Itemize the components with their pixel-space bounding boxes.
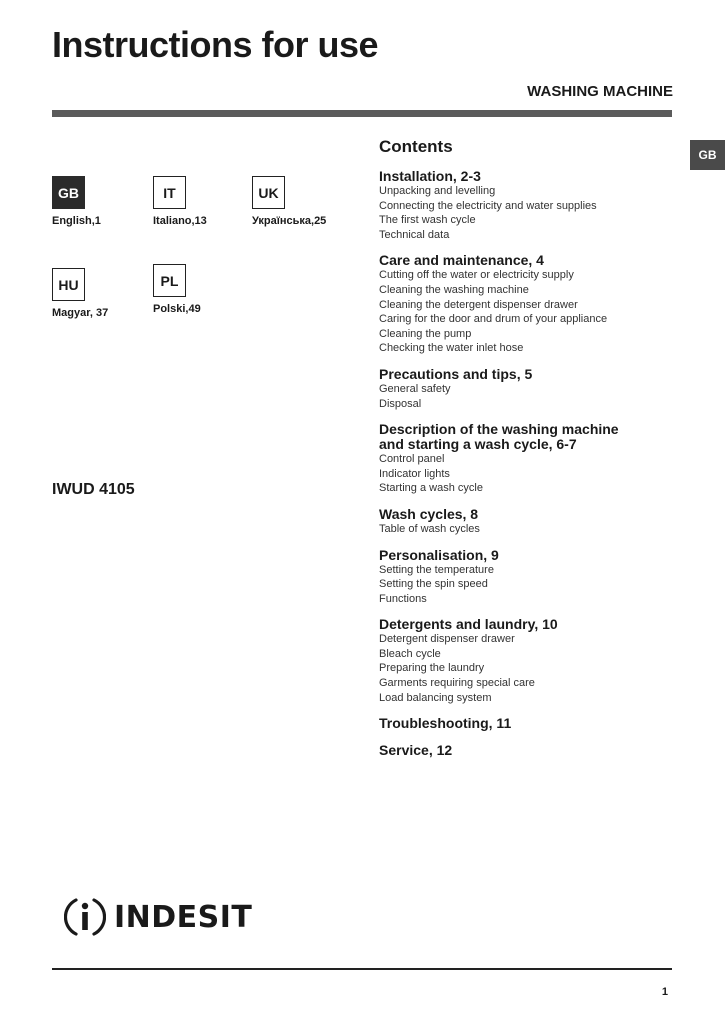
toc-item: Connecting the electricity and water supplies (379, 199, 597, 212)
language-pl[interactable] (153, 264, 253, 315)
toc-section-service[interactable] (379, 743, 679, 758)
toc-item: Technical data (379, 228, 450, 241)
toc-section-title: Precautions and tips, 5 (379, 365, 533, 382)
toc-section-care[interactable] (379, 253, 679, 356)
toc-item: Table of wash cycles (379, 522, 480, 535)
toc-item: Starting a wash cycle (379, 482, 483, 495)
toc-item: Preparing the laundry (379, 662, 485, 675)
page-number: 1 (661, 986, 668, 998)
language-label: Polski,49 (153, 303, 201, 315)
language-code-box: IT (153, 176, 186, 209)
toc-section-wash-cycles[interactable] (379, 507, 679, 537)
toc-section-personalisation[interactable] (379, 548, 679, 607)
language-code-box: UK (252, 176, 285, 209)
toc-item: Functions (379, 592, 427, 605)
toc-item: Cleaning the detergent dispenser drawer (379, 298, 578, 311)
language-label: Magyar, 37 (52, 307, 109, 319)
toc-item: General safety (379, 382, 451, 395)
language-label: English,1 (52, 215, 101, 227)
toc-item: Disposal (379, 397, 422, 410)
indesit-i-icon (64, 894, 106, 940)
toc-item: Indicator lights (379, 467, 450, 480)
model-number: IWUD 4105 (52, 481, 135, 498)
toc-item: Cleaning the pump (379, 327, 472, 340)
language-label: Italiano,13 (153, 215, 207, 227)
page-title: Instructions for use (52, 24, 379, 65)
toc-section-description[interactable] (379, 422, 679, 496)
toc-section-title: Care and maintenance, 4 (379, 252, 544, 269)
toc-item: Setting the temperature (379, 563, 494, 576)
toc-section-detergents[interactable] (379, 617, 679, 705)
language-label: Українська,25 (252, 215, 327, 227)
toc-section-title: Service, 12 (379, 742, 453, 759)
toc-item: The first wash cycle (379, 214, 476, 227)
language-gb[interactable] (52, 176, 152, 227)
toc-item: Checking the water inlet hose (379, 342, 524, 355)
language-code-box: GB (52, 176, 85, 209)
language-it[interactable] (153, 176, 253, 227)
toc-section-title-line2: and starting a wash cycle, 6-7 (379, 436, 577, 453)
toc-section-title: Wash cycles, 8 (379, 505, 479, 522)
toc-section-title: Detergents and laundry, 10 (379, 616, 558, 633)
toc-item: Garments requiring special care (379, 677, 535, 690)
toc-item: Bleach cycle (379, 647, 441, 660)
language-hu[interactable] (52, 268, 152, 319)
toc-section-title: Troubleshooting, 11 (379, 715, 512, 732)
toc-item: Load balancing system (379, 691, 492, 704)
product-type: WASHING MACHINE (527, 83, 673, 100)
language-side-tab: GB (690, 140, 725, 170)
toc-item: Setting the spin speed (379, 578, 488, 591)
header-divider (52, 110, 672, 117)
toc-section-installation[interactable] (379, 169, 679, 242)
language-code-box: HU (52, 268, 85, 301)
toc-item: Cutting off the water or electricity supply (379, 269, 574, 282)
toc-section-title-line1: Description of the washing machine (379, 421, 619, 438)
brand-logo (64, 894, 252, 940)
toc-section-troubleshooting[interactable] (379, 716, 679, 731)
toc-item: Control panel (379, 453, 445, 466)
contents-title: Contents (379, 137, 453, 156)
toc-section-precautions[interactable] (379, 367, 679, 411)
toc-item: Cleaning the washing machine (379, 283, 529, 296)
brand-wordmark: INDESIT (114, 899, 253, 935)
toc-item: Detergent dispenser drawer (379, 633, 515, 646)
toc-section-title: Installation, 2-3 (379, 168, 481, 184)
footer-divider (52, 968, 672, 970)
toc-item: Caring for the door and drum of your appliance (379, 313, 608, 326)
table-of-contents (379, 137, 679, 769)
language-uk[interactable] (252, 176, 352, 227)
toc-item: Unpacking and levelling (379, 185, 496, 197)
language-code-box: PL (153, 264, 186, 297)
toc-section-title: Personalisation, 9 (379, 546, 499, 563)
